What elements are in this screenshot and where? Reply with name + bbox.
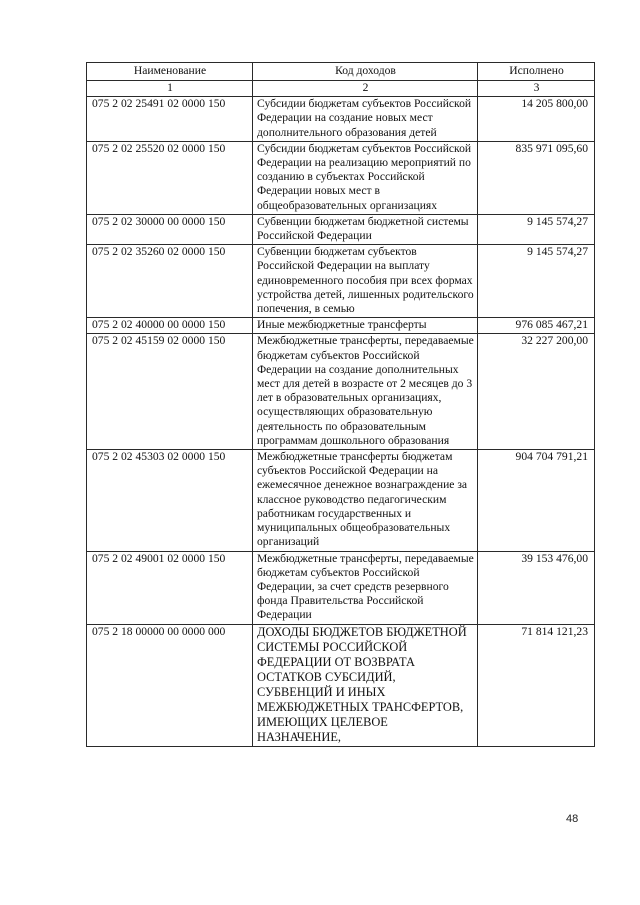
income-name: Субвенции бюджетам бюджетной системы Российской Федерации	[253, 214, 478, 244]
income-code: 075 2 02 35260 02 0000 150	[87, 245, 253, 318]
income-amount: 71 814 121,23	[478, 624, 595, 747]
table-row	[87, 141, 595, 214]
income-amount: 9 145 574,27	[478, 245, 595, 318]
header-name: Наименование	[87, 63, 253, 81]
income-amount: 14 205 800,00	[478, 97, 595, 142]
header-code: Код доходов	[253, 63, 478, 81]
income-amount: 835 971 095,60	[478, 141, 595, 214]
table-row	[87, 450, 595, 551]
income-code: 075 2 02 25520 02 0000 150	[87, 141, 253, 214]
income-code: 075 2 02 30000 00 0000 150	[87, 214, 253, 244]
income-table	[86, 62, 595, 747]
income-code: 075 2 02 40000 00 0000 150	[87, 318, 253, 334]
income-amount: 32 227 200,00	[478, 334, 595, 450]
table-row	[87, 318, 595, 334]
page-number: 48	[566, 813, 579, 825]
income-code: 075 2 02 45303 02 0000 150	[87, 450, 253, 551]
table-row	[87, 245, 595, 318]
income-name: Субвенции бюджетам субъектов Российской Федерации на выплату единовременного пособия при всех формах устройства детей, лишенных родительского попечения, в семью	[253, 245, 478, 318]
income-code: 075 2 18 00000 00 0000 000	[87, 624, 253, 747]
income-name: Межбюджетные трансферты, передаваемые бюджетам субъектов Российской Федерации, за счет средств резервного фонда Правительства Российской Федерации	[253, 551, 478, 624]
table-row	[87, 214, 595, 244]
table-row	[87, 97, 595, 142]
income-name: Межбюджетные трансферты бюджетам субъектов Российской Федерации на ежемесячное денежное вознаграждение за классное руководство педагогическим работникам государственных и муниципальных общеобразовательных организаций	[253, 450, 478, 551]
income-name: Иные межбюджетные трансферты	[253, 318, 478, 334]
income-amount: 976 085 467,21	[478, 318, 595, 334]
income-name: Межбюджетные трансферты, передаваемые бюджетам субъектов Российской Федерации на создание дополнительных мест для детей в возрасте от 2 месяцев до 3 лет в образовательных организациях, осуществляющих образовательную деятельность по образовательным программам дошкольного образования	[253, 334, 478, 450]
column-number: 1	[87, 81, 253, 97]
income-name: ДОХОДЫ БЮДЖЕТОВ БЮДЖЕТНОЙ СИСТЕМЫ РОССИЙСКОЙ ФЕДЕРАЦИИ ОТ ВОЗВРАТА ОСТАТКОВ СУБСИДИЙ, СУБВЕНЦИЙ И ИНЫХ МЕЖБЮДЖЕТНЫХ ТРАНСФЕРТОВ, ИМЕЮЩИХ ЦЕЛЕВОЕ НАЗНАЧЕНИЕ,	[253, 624, 478, 747]
table-row	[87, 551, 595, 624]
table-header-row	[87, 63, 595, 81]
income-name: Субсидии бюджетам субъектов Российской Федерации на реализацию мероприятий по созданию в субъектах Российской Федерации новых мест в общеобразовательных организациях	[253, 141, 478, 214]
table-row	[87, 334, 595, 450]
column-number: 3	[478, 81, 595, 97]
income-code: 075 2 02 45159 02 0000 150	[87, 334, 253, 450]
column-number: 2	[253, 81, 478, 97]
income-code: 075 2 02 49001 02 0000 150	[87, 551, 253, 624]
income-amount: 904 704 791,21	[478, 450, 595, 551]
income-name: Субсидии бюджетам субъектов Российской Федерации на создание новых мест дополнительного образования детей	[253, 97, 478, 142]
income-amount: 9 145 574,27	[478, 214, 595, 244]
column-number-row	[87, 81, 595, 97]
header-amount: Исполнено	[478, 63, 595, 81]
table-row	[87, 624, 595, 747]
income-amount: 39 153 476,00	[478, 551, 595, 624]
income-code: 075 2 02 25491 02 0000 150	[87, 97, 253, 142]
